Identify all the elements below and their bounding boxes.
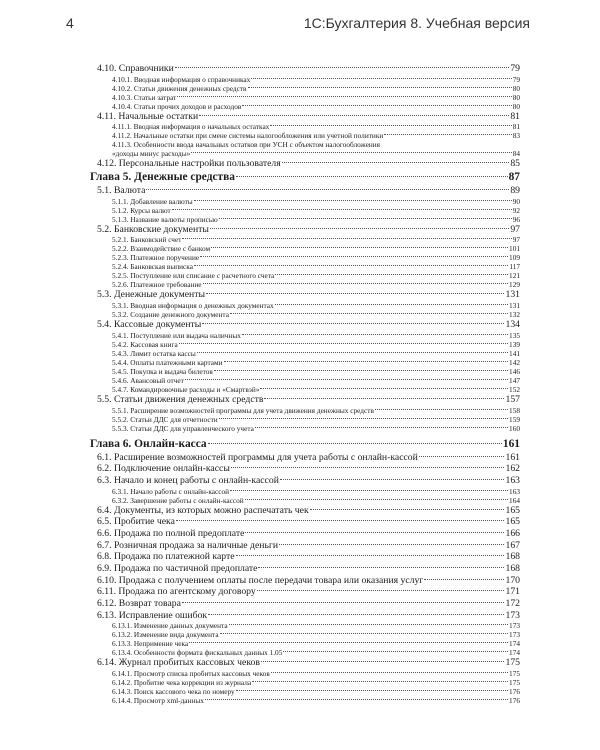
toc-entry-title: 6.14.4. Просмотр xml-данных: [112, 696, 204, 706]
toc-page-number: 97: [512, 235, 520, 245]
toc-page-number: 80: [512, 83, 520, 93]
dot-leader: [210, 228, 509, 229]
toc-entry-title: 5.5.1. Расширение возможностей программы для учета движения денежных средств: [112, 405, 374, 415]
dot-leader: [236, 555, 505, 556]
toc-page-number: 147: [509, 375, 520, 385]
toc-entry-title: 4.12. Персональные настройки пользователя: [97, 158, 281, 170]
toc-subsection: [90, 687, 520, 696]
toc-entry-title: 5.1.1. Добавление валюты: [112, 196, 193, 206]
toc-section: [90, 516, 520, 528]
toc-entry-title: 5.3. Денежные документы: [97, 289, 205, 301]
toc-entry-title: 4.10.4. Статьи прочих доходов и расходов: [112, 101, 242, 111]
toc-entry-title: 5.4. Кассовые документы: [97, 319, 202, 331]
toc-section: [90, 610, 520, 622]
toc-entry-title: 5.5.2. Статьи ДДС для отчетности: [112, 414, 218, 424]
page-number: 4: [66, 15, 74, 31]
dot-leader: [275, 274, 508, 275]
toc-entry-title: 6.3. Начало и конец работы с онлайн-кассой: [97, 474, 279, 486]
dot-leader: [242, 334, 508, 335]
toc-section: [90, 505, 520, 517]
dot-leader: [251, 78, 511, 79]
dot-leader: [245, 532, 504, 533]
toc-entry-title: 5.4.2. Кассовая книга: [112, 339, 178, 349]
dot-leader: [236, 176, 508, 177]
toc-entry-title: 5.1. Валюта: [97, 185, 146, 197]
toc-page-number: 173: [505, 609, 520, 621]
running-title: 1С:Бухгалтерия 8. Учебная версия: [303, 15, 530, 31]
toc-page-number: 174: [509, 648, 520, 658]
toc-section: [90, 63, 520, 75]
toc-entry-title: 5.4.7. Командировочные расходы и «Смартвэй»: [112, 384, 260, 394]
toc-subsection: [90, 376, 520, 385]
toc-subsection: [90, 93, 520, 102]
toc-subsection: [90, 424, 520, 433]
toc-subsection: [90, 367, 520, 376]
toc-section: [90, 111, 520, 123]
toc-entry-title: 5.1.2. Курсы валют: [112, 205, 171, 215]
toc-entry-title: 6.13. Исправление ошибок: [97, 609, 208, 621]
dot-leader: [248, 87, 512, 88]
dot-leader: [182, 602, 505, 603]
toc-entry-title: 5.4.6. Авансовый отчет: [112, 375, 184, 385]
dot-leader: [214, 370, 508, 371]
toc-section: [90, 452, 520, 464]
dot-leader: [375, 409, 508, 410]
toc-entry-title: 4.11.3. Особенности ввода начальных остатков при УСН с объектом налогообложения: [112, 140, 380, 150]
toc-entry-title: 6.3.1. Начало работы с онлайн-кассой: [112, 486, 230, 496]
toc-page-number: 164: [509, 495, 520, 505]
toc-section: [90, 586, 520, 598]
toc-page-number: 173: [509, 630, 520, 640]
toc-entry-title: 6.8. Продажа по платежной карте: [97, 551, 235, 563]
toc-entry-title: 6.14.2. Пробитие чека коррекции из журнала: [112, 678, 252, 688]
toc-page-number: 81: [510, 110, 520, 122]
toc-entry: [90, 140, 520, 149]
toc-page-number: 175: [505, 657, 520, 669]
toc-page-number: 167: [505, 539, 520, 551]
toc-entry-title: 5.3.2. Создание денежного документа: [112, 310, 229, 320]
toc-subsection: [90, 280, 520, 289]
dot-leader: [199, 115, 509, 116]
dot-leader: [236, 690, 508, 691]
toc-entry-title: 6.4. Документы, из которых можно распечатать чек: [97, 504, 309, 516]
toc-section: [90, 575, 520, 587]
toc-page-number: 141: [509, 348, 520, 358]
toc-page-number: 121: [509, 271, 520, 281]
dot-leader: [424, 579, 504, 580]
toc-entry-title: 4.11. Начальные остатки: [97, 110, 199, 122]
dot-leader: [245, 499, 508, 500]
toc-entry-title: 4.11.2. Начальные остатки при смене системы налогообложения или учетной политики: [112, 131, 384, 141]
dot-leader: [229, 624, 508, 625]
toc-page-number: 157: [505, 393, 520, 405]
toc-page-number: 176: [509, 687, 520, 697]
toc-entry-title: 6.9. Продажа по частичной предоплате: [97, 563, 258, 574]
dot-leader: [260, 388, 508, 389]
toc-entry-title: 4.10.2. Статьи движения денежных средств: [112, 83, 247, 93]
toc-page-number: 168: [505, 563, 520, 574]
dot-leader: [258, 567, 504, 568]
toc-entry-title: 5.2.4. Банковская выписка: [112, 262, 193, 272]
toc-page-number: 97: [510, 223, 520, 235]
toc-section: [90, 463, 520, 475]
dot-leader: [261, 661, 505, 662]
dot-leader: [220, 633, 508, 634]
toc-subsection: [90, 669, 520, 678]
dot-leader: [255, 427, 508, 428]
toc-entry-title: 4.11.1. Вводная информация о начальных остатках: [112, 122, 270, 132]
dot-leader: [257, 590, 505, 591]
dot-leader: [280, 479, 505, 480]
toc-entry-title: 5.3.1. Вводная информация о денежных документах: [112, 301, 274, 311]
toc-page-number: 168: [505, 551, 520, 563]
toc-entry-title: 6.3.2. Завершение работы с онлайн-кассой: [112, 495, 244, 505]
toc-entry-title: 5.4.5. Покупка и выдача билетов: [112, 366, 213, 376]
toc-entry-title: 4.10. Справочники: [97, 63, 174, 74]
toc-page-number: 139: [509, 339, 520, 349]
dot-leader: [172, 209, 512, 210]
toc-subsection: [90, 487, 520, 496]
toc-page-number: 80: [512, 92, 520, 102]
dot-leader: [194, 200, 512, 201]
toc-subsection: [90, 235, 520, 244]
toc-entry-title: 5.2. Банковские документы: [97, 223, 209, 235]
toc-subsection: [90, 648, 520, 657]
dot-leader: [191, 152, 511, 153]
toc-page-number: 135: [509, 330, 520, 340]
toc-page-number: 146: [509, 366, 520, 376]
toc-section: [90, 551, 520, 563]
toc-page-number: 131: [509, 301, 520, 311]
toc-subsection: [90, 301, 520, 310]
toc-subsection: [90, 639, 520, 648]
toc-section: [90, 563, 520, 575]
dot-leader: [282, 162, 510, 163]
toc-page-number: 158: [509, 405, 520, 415]
toc-subsection: [90, 253, 520, 262]
toc-page-number: 176: [509, 696, 520, 706]
toc-section: [90, 528, 520, 540]
toc-section: [90, 319, 520, 331]
toc-page-number: 129: [509, 280, 520, 290]
dot-leader: [185, 379, 508, 380]
toc-entry-title: 6.12. Возврат товара: [97, 598, 181, 610]
toc-subsection: [90, 262, 520, 271]
toc-page-number: 80: [512, 101, 520, 111]
dot-leader: [176, 520, 505, 521]
toc-subsection: [90, 385, 520, 394]
toc-section: [90, 598, 520, 610]
dot-leader: [271, 672, 508, 673]
toc-page-number: 117: [509, 262, 520, 272]
toc-entry-title: 5.1.3. Название валюты прописью: [112, 214, 218, 224]
dot-leader: [264, 398, 504, 399]
toc-page-number: 173: [509, 621, 520, 631]
toc-page-number: 134: [505, 319, 520, 331]
toc-page-number: 163: [509, 486, 520, 496]
toc-page-number: 81: [512, 122, 520, 132]
toc-entry-title: 5.2.1. Банковский счет: [112, 235, 182, 245]
dot-leader: [189, 642, 508, 643]
toc-entry-title: Глава 5. Денежные средства: [90, 171, 235, 184]
toc-entry-title: 5.2.5. Поступление или списание с расчетного счета: [112, 271, 275, 281]
toc-subsection: [90, 310, 520, 319]
toc-entry-continuation: [90, 149, 520, 158]
toc-entry-title: 4.10.3. Статьи затрат: [112, 92, 177, 102]
toc-subsection: [90, 621, 520, 630]
toc-subsection: [90, 197, 520, 206]
toc-entry-title: 6.13.1. Изменение данных документа: [112, 621, 228, 631]
dot-leader: [146, 189, 509, 190]
toc-page-number: 172: [505, 598, 520, 610]
toc-entry-title: 6.14.1. Просмотр списка пробитых кассовых чеков: [112, 669, 270, 679]
toc-subsection: [90, 206, 520, 215]
toc-section: [90, 394, 520, 406]
toc-subsection: [90, 406, 520, 415]
toc-section: [90, 224, 520, 236]
toc-entry-title: 5.2.2. Взаимодействие с банком: [112, 244, 211, 254]
toc-section: [90, 185, 520, 197]
toc-entry-title: 6.14. Журнал пробитых кассовых чеков: [97, 657, 260, 669]
dot-leader: [179, 343, 508, 344]
toc-page-number: 165: [505, 516, 520, 528]
dot-leader: [203, 283, 509, 284]
toc-entry-title: 5.5. Статьи движения денежных средств: [97, 393, 264, 405]
toc-page-number: 160: [509, 423, 520, 433]
toc-section: [90, 657, 520, 669]
toc-entry-title: 6.6. Продажа по полной предоплате: [97, 527, 245, 539]
dot-leader: [194, 265, 508, 266]
dot-leader: [384, 134, 511, 135]
toc-subsection: [90, 122, 520, 131]
toc-entry-title: 5.5.3. Статьи ДДС для управленческого учета: [112, 423, 254, 433]
toc-subsection: [90, 271, 520, 280]
dot-leader: [419, 456, 505, 457]
dot-leader: [230, 313, 508, 314]
toc-page-number: 96: [512, 214, 520, 224]
toc-page-number: 159: [509, 414, 520, 424]
dot-leader: [242, 105, 511, 106]
toc-subsection: [90, 358, 520, 367]
dot-leader: [211, 247, 508, 248]
toc-entry-title: 6.2. Подключение онлайн-кассы: [97, 463, 230, 475]
toc-page-number: 101: [509, 244, 520, 254]
toc-subsection: [90, 131, 520, 140]
dot-leader: [200, 256, 508, 257]
toc-subsection: [90, 678, 520, 687]
table-of-contents: [90, 63, 520, 705]
toc-entry-title: 6.10. Продажа с получением оплаты после передачи товара или оказания услуг: [97, 574, 424, 586]
toc-entry-title: 6.5. Пробитие чека: [97, 516, 175, 528]
toc-entry-title-continuation: «доходы минус расходы»: [112, 149, 191, 159]
toc-page-number: 83: [512, 131, 520, 141]
toc-page-number: 132: [509, 310, 520, 320]
toc-entry-title: 5.4.3. Лимит остатка кассы: [112, 348, 196, 358]
dot-leader: [175, 67, 509, 68]
toc-entry-title: 4.10.1. Вводная информация о справочниках: [112, 74, 251, 84]
dot-leader: [283, 651, 508, 652]
toc-section: [90, 540, 520, 552]
toc-subsection: [90, 75, 520, 84]
toc-page-number: 152: [509, 384, 520, 394]
dot-leader: [252, 681, 508, 682]
toc-entry-title: 6.1. Расширение возможностей программы для учета работы с онлайн-кассой: [97, 451, 418, 463]
toc-subsection: [90, 331, 520, 340]
dot-leader: [231, 467, 505, 468]
toc-page-number: 92: [512, 205, 520, 215]
dot-leader: [208, 443, 502, 444]
toc-page-number: 89: [510, 185, 520, 197]
toc-page-number: 174: [509, 639, 520, 649]
toc-page-number: 79: [512, 74, 520, 84]
toc-chapter: [90, 170, 520, 185]
toc-subsection: [90, 496, 520, 505]
toc-page-number: 85: [510, 158, 520, 170]
toc-subsection: [90, 244, 520, 253]
dot-leader: [208, 614, 504, 615]
dot-leader: [310, 509, 505, 510]
toc-subsection: [90, 349, 520, 358]
toc-entry-title: 5.2.6. Платежное требование: [112, 280, 202, 290]
dot-leader: [177, 96, 511, 97]
toc-page-number: 171: [505, 586, 520, 598]
dot-leader: [202, 323, 504, 324]
toc-page-number: 79: [510, 63, 520, 74]
dot-leader: [197, 352, 508, 353]
dot-leader: [219, 418, 508, 419]
toc-page-number: 175: [509, 678, 520, 688]
toc-entry-title: Глава 6. Онлайн-касса: [90, 437, 207, 450]
toc-section: [90, 475, 520, 487]
toc-entry-title: 6.7. Розничная продажа за наличные деньги: [97, 539, 279, 551]
dot-leader: [270, 125, 511, 126]
toc-page-number: 131: [505, 289, 520, 301]
dot-leader: [206, 293, 504, 294]
toc-subsection: [90, 340, 520, 349]
toc-page-number: 109: [509, 253, 520, 263]
toc-chapter: [90, 437, 520, 452]
toc-page-number: 175: [509, 669, 520, 679]
toc-page-number: 90: [512, 196, 520, 206]
toc-subsection: [90, 630, 520, 639]
toc-entry-title: 6.11. Продажа по агентскому договору: [97, 586, 256, 598]
dot-leader: [230, 490, 508, 491]
toc-page-number: 170: [505, 574, 520, 586]
toc-subsection: [90, 84, 520, 93]
dot-leader: [279, 544, 504, 545]
toc-page-number: 165: [505, 504, 520, 516]
toc-subsection: [90, 102, 520, 111]
toc-entry-title: 5.2.3. Платежное поручение: [112, 253, 200, 263]
toc-entry-title: 6.14.3. Поиск кассового чека по номеру: [112, 687, 235, 697]
toc-subsection: [90, 415, 520, 424]
dot-leader: [224, 361, 509, 362]
toc-entry-title: 5.4.4. Оплаты платежными картами: [112, 357, 223, 367]
toc-page-number: 142: [509, 357, 520, 367]
toc-page-number: 161: [505, 451, 520, 463]
toc-subsection: [90, 215, 520, 224]
toc-page-number: 161: [502, 437, 520, 450]
toc-page-number: 87: [508, 171, 520, 184]
toc-entry-title: 6.13.3. Непримение чека: [112, 639, 189, 649]
toc-page-number: 166: [505, 527, 520, 539]
toc-page-number: 162: [505, 463, 520, 475]
toc-entry-title: 5.4.1. Поступление или выдача наличных: [112, 330, 241, 340]
toc-page-number: 84: [512, 149, 520, 159]
page-header: [0, 0, 600, 46]
dot-leader: [275, 304, 508, 305]
dot-leader: [182, 238, 511, 239]
toc-section: [90, 158, 520, 170]
dot-leader: [219, 218, 512, 219]
toc-page-number: 163: [505, 474, 520, 486]
dot-leader: [205, 699, 508, 700]
toc-subsection: [90, 696, 520, 705]
toc-entry-title: 6.13.2. Изменение вида документа: [112, 630, 219, 640]
toc-section: [90, 289, 520, 301]
toc-entry-title: 6.13.4. Особенности формата фискальных данных 1.05: [112, 648, 283, 658]
